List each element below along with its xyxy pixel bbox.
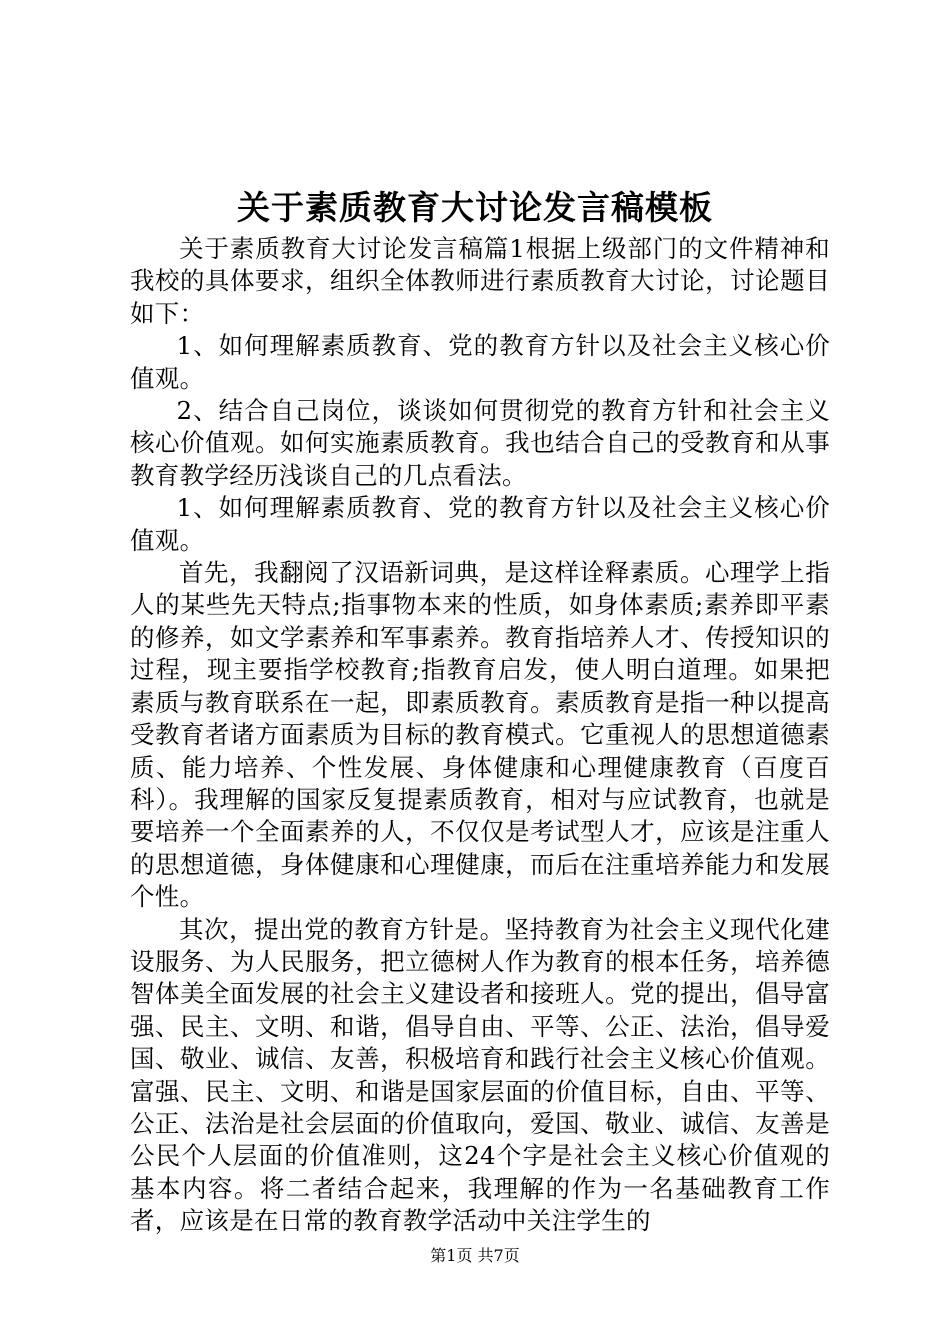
paragraph-intro: 关于素质教育大讨论发言稿篇1根据上级部门的文件精神和我校的具体要求，组织全体教师进行素质教育大讨论，讨论题目如下： bbox=[130, 234, 830, 328]
paragraph-question-1: 1、如何理解素质教育、党的教育方针以及社会主义核心价值观。 bbox=[130, 331, 830, 393]
document-body bbox=[130, 233, 830, 1238]
paragraph-second: 其次，提出党的教育方针是。坚持教育为社会主义现代化建设服务、为人民服务，把立德树人作为教育的根本任务，培养德智体美全面发展的社会主义建设者和接班人。党的提出，倡导富强、民主、文明、和谐，倡导自由、平等、公正、法治，倡导爱国、敬业、诚信、友善，积极培育和践行社会主义核心价值观。富强、民主、文明、和谐是国家层面的价值目标，自由、平等、公正、法治是社会层面的价值取向，爱国、敬业、诚信、友善是公民个人层面的价值准则，这24个字是社会主义核心价值观的基本内容。将二者结合起来，我理解的作为一名基础教育工作者，应该是在日常的教育教学活动中关注学生的 bbox=[130, 914, 830, 1236]
paragraph-question-2: 2、结合自己岗位，谈谈如何贯彻党的教育方针和社会主义核心价值观。如何实施素质教育。我也结合自己的受教育和从事教育教学经历浅谈自己的几点看法。 bbox=[130, 396, 830, 490]
page-footer: 第1页 共7页 bbox=[430, 1246, 520, 1265]
paragraph-first: 首先，我翻阅了汉语新词典，是这样诠释素质。心理学上指人的某些先天特点;指事物本来的性质，如身体素质;素养即平素的修养，如文学素养和军事素养。教育指培养人才、传授知识的过程，现主要指学校教育;指教育启发，使人明白道理。如果把素质与教育联系在一起，即素质教育。素质教育是指一种以提高受教育者诸方面素质为目标的教育模式。它重视人的思想道德素质、能力培养、个性发展、身体健康和心理健康教育（百度百科）。我理解的国家反复提素质教育，相对与应试教育，也就是要培养一个全面素养的人，不仅仅是考试型人才，应该是注重人的思想道德，身体健康和心理健康，而后在注重培养能力和发展个性。 bbox=[130, 558, 830, 912]
document-title: 关于素质教育大讨论发言稿模板 bbox=[237, 188, 713, 227]
paragraph-section-1-heading: 1、如何理解素质教育、党的教育方针以及社会主义核心价值观。 bbox=[130, 493, 830, 555]
